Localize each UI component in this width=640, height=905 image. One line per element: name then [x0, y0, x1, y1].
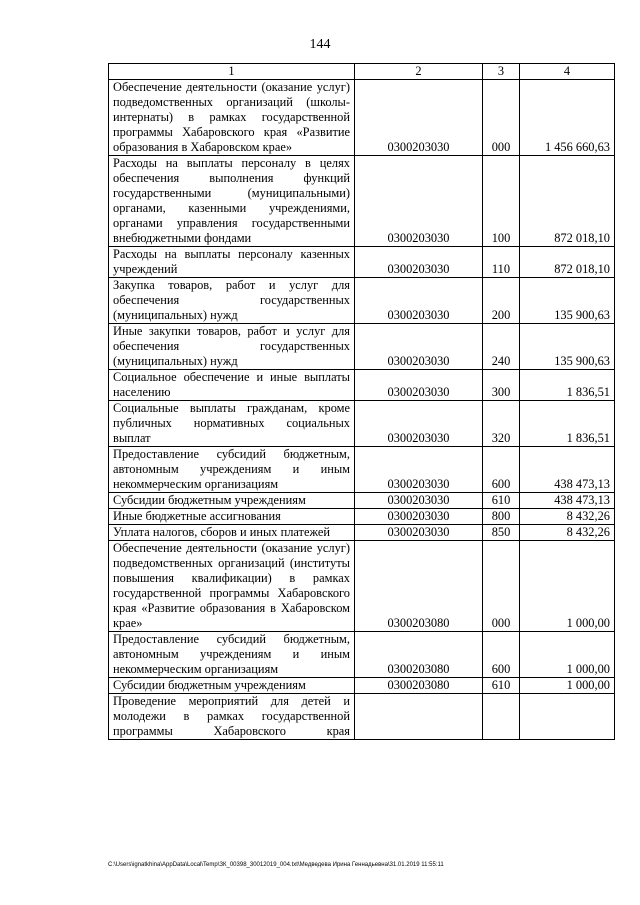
row-code: 0300203030 — [355, 447, 483, 493]
row-code — [355, 694, 483, 740]
table-row — [109, 80, 615, 156]
row-amount: 8 432,26 — [520, 525, 615, 541]
header-col-1: 1 — [109, 64, 355, 80]
row-amount: 1 000,00 — [520, 678, 615, 694]
table-row — [109, 401, 615, 447]
footer-file-path: C:\Users\ignatkhina\AppData\Local\Temp\ЗК_00398_30012019_004.txt\Медведева Ирина Геннадьевна\31.01.2019 11:55:11 — [108, 862, 444, 868]
table-row — [109, 156, 615, 247]
row-amount: 1 836,51 — [520, 401, 615, 447]
row-code: 0300203030 — [355, 525, 483, 541]
row-type: 610 — [483, 493, 520, 509]
row-type: 850 — [483, 525, 520, 541]
row-code: 0300203030 — [355, 80, 483, 156]
table-row — [109, 247, 615, 278]
row-code: 0300203030 — [355, 324, 483, 370]
row-name: Субсидии бюджетным учреждениям — [109, 493, 355, 509]
row-code: 0300203030 — [355, 401, 483, 447]
row-amount: 135 900,63 — [520, 278, 615, 324]
row-code: 0300203080 — [355, 541, 483, 632]
row-name: Социальные выплаты гражданам, кроме публичных нормативных социальных выплат — [109, 401, 355, 447]
row-type: 000 — [483, 541, 520, 632]
table-row — [109, 278, 615, 324]
row-type: 240 — [483, 324, 520, 370]
table-row — [109, 678, 615, 694]
row-name: Обеспечение деятельности (оказание услуг) подведомственных организаций (школы-интернаты) в рамках государственной программы Хабаровского края «Развитие образования в Хабаровском крае» — [109, 80, 355, 156]
row-name: Обеспечение деятельности (оказание услуг) подведомственных организаций (институты повышения квалификации) в рамках государственной программы Хабаровского края «Развитие образования в Хабаровском крае» — [109, 541, 355, 632]
row-name: Предоставление субсидий бюджетным, автономным учреждениям и иным некоммерческим организациям — [109, 447, 355, 493]
row-type: 320 — [483, 401, 520, 447]
table-row — [109, 493, 615, 509]
row-amount: 1 000,00 — [520, 541, 615, 632]
table-row — [109, 509, 615, 525]
row-name: Расходы на выплаты персоналу в целях обеспечения выполнения функций государственными (муниципальными) органами, казенными учреждениями, органами управления государственными внебюджетными фондами — [109, 156, 355, 247]
row-type: 200 — [483, 278, 520, 324]
row-amount: 8 432,26 — [520, 509, 615, 525]
row-type: 600 — [483, 632, 520, 678]
row-amount: 1 000,00 — [520, 632, 615, 678]
row-name: Иные закупки товаров, работ и услуг для обеспечения государственных (муниципальных) нужд — [109, 324, 355, 370]
header-col-3: 3 — [483, 64, 520, 80]
row-code: 0300203030 — [355, 370, 483, 401]
row-type: 000 — [483, 80, 520, 156]
row-code: 0300203030 — [355, 278, 483, 324]
row-amount: 872 018,10 — [520, 247, 615, 278]
row-type: 800 — [483, 509, 520, 525]
header-col-4: 4 — [520, 64, 615, 80]
row-code: 0300203030 — [355, 493, 483, 509]
row-name: Уплата налогов, сборов и иных платежей — [109, 525, 355, 541]
row-name: Расходы на выплаты персоналу казенных учреждений — [109, 247, 355, 278]
row-type: 100 — [483, 156, 520, 247]
page-number: 144 — [309, 37, 331, 52]
row-type — [483, 694, 520, 740]
table-row — [109, 525, 615, 541]
row-name: Предоставление субсидий бюджетным, автономным учреждениям и иным некоммерческим организациям — [109, 632, 355, 678]
row-code: 0300203080 — [355, 678, 483, 694]
row-amount: 438 473,13 — [520, 493, 615, 509]
row-amount: 438 473,13 — [520, 447, 615, 493]
table-row — [109, 324, 615, 370]
table-row — [109, 370, 615, 401]
row-name: Субсидии бюджетным учреждениям — [109, 678, 355, 694]
table-row — [109, 447, 615, 493]
row-name: Проведение мероприятий для детей и молодежи в рамках государственной программы Хабаровского края — [109, 694, 355, 740]
row-code: 0300203030 — [355, 156, 483, 247]
row-amount: 1 836,51 — [520, 370, 615, 401]
row-name: Иные бюджетные ассигнования — [109, 509, 355, 525]
header-col-2: 2 — [355, 64, 483, 80]
row-amount: 135 900,63 — [520, 324, 615, 370]
row-type: 600 — [483, 447, 520, 493]
row-code: 0300203080 — [355, 632, 483, 678]
budget-table — [108, 63, 615, 740]
row-type: 610 — [483, 678, 520, 694]
row-name: Социальное обеспечение и иные выплаты населению — [109, 370, 355, 401]
table-row — [109, 632, 615, 678]
row-code: 0300203030 — [355, 247, 483, 278]
row-type: 300 — [483, 370, 520, 401]
row-code: 0300203030 — [355, 509, 483, 525]
table-row — [109, 541, 615, 632]
row-amount: 1 456 660,63 — [520, 80, 615, 156]
row-type: 110 — [483, 247, 520, 278]
row-amount: 872 018,10 — [520, 156, 615, 247]
row-name: Закупка товаров, работ и услуг для обеспечения государственных (муниципальных) нужд — [109, 278, 355, 324]
row-amount — [520, 694, 615, 740]
table-header-row — [109, 64, 615, 80]
table-row — [109, 694, 615, 740]
